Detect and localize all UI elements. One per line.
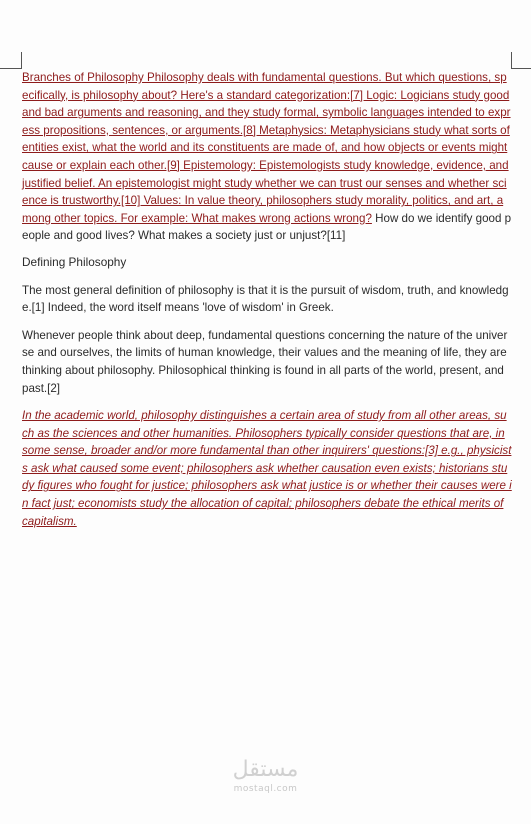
section-heading: Defining Philosophy: [22, 254, 127, 269]
crop-mark-right: [511, 52, 531, 69]
plain-text: How do we identify good people and good lives? What makes a society just or unjust?[11]: [22, 211, 512, 243]
paragraph-deep-questions: Whenever people think about deep, fundamental questions concerning the nature of the universe and ourselves, the limits of human knowledge, their values and the meaning of life, they are thinking about philosophy. Philosophical thinking is found in all parts of the world, present, and past.[2]: [22, 328, 508, 395]
highlighted-text: Branches of Philosophy Philosophy deals with fundamental questions. But which questions, specifically, is philosophy about? Here's a standard categorization:[7] Logic: Logicians study good and bad arguments and reasoning, and they study formal, symbolic languages intended to express propositions, sentences, or arguments.[8] Metaphysics: Metaphysicians study what sorts of entities exist, what the world and its constituents are made of, and how objects or events might cause or explain each other.[9] Epistemology: Epistemologists study knowledge, evidence, and justified belief. An epistemologist might study whether we can trust our senses and whether science is trustworthy.[10] Values: In value theory, philosophers study morality, politics, and art, among other topics. For example: What makes wrong actions wrong?: [22, 71, 511, 225]
watermark-domain-text: mostaql.com: [233, 784, 298, 794]
paragraph-branches: [22, 69, 512, 245]
paragraph-academic-world: In the academic world, philosophy distinguishes a certain area of study from all other areas, such as the sciences and other humanities. Philosophers typically consider questions that are, in some sense, broader and/or more fundamental than other inquirers' questions:[3] e.g., physicists ask what caused some event; philosophers ask whether causation even exists; historians study figures who fought for justice; philosophers ask what justice is or whether their causes were in fact just; economists study the allocation of capital; philosophers debate the ethical merits of capitalism.: [22, 409, 512, 528]
paragraph-definition: The most general definition of philosophy is that it is the pursuit of wisdom, truth, and knowledge.[1] Indeed, the word itself means 'love of wisdom' in Greek.: [22, 283, 509, 315]
watermark-arabic-text: مستقل: [232, 757, 299, 782]
crop-mark-left: [0, 52, 22, 69]
document-body: [22, 69, 512, 530]
watermark-logo: [0, 757, 531, 795]
